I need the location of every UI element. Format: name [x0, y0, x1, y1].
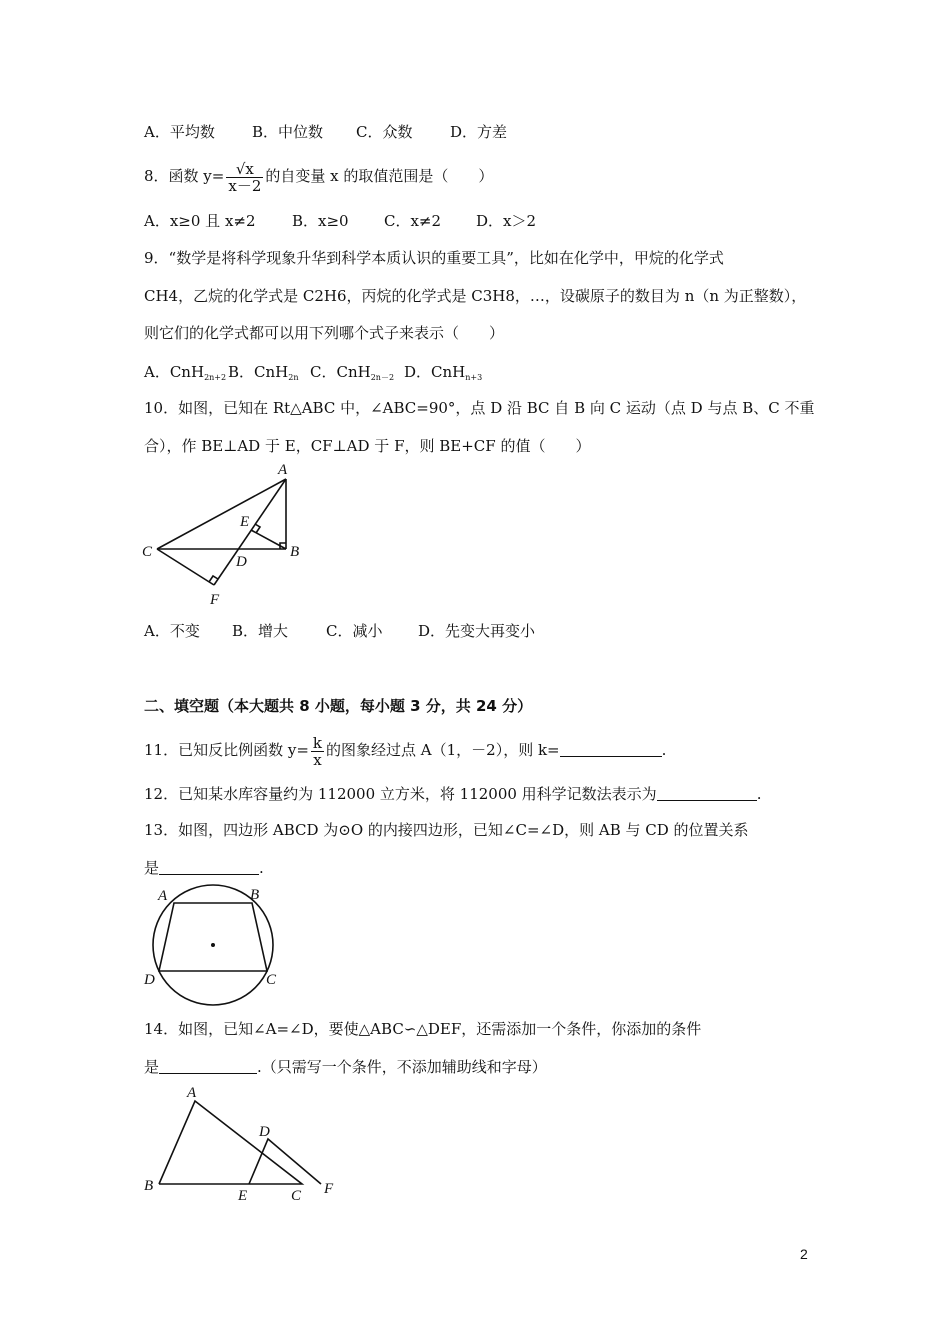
label-e: E	[238, 1188, 248, 1204]
q10-option-a: A．不变	[144, 622, 200, 640]
q10-line-1: 10．如图，已知在 Rt△ABC 中，∠ABC=90°，点 D 沿 BC 自 B 向 C 运动（点 D 与点 B、C 不重	[144, 399, 815, 417]
q11-end: .	[661, 741, 667, 759]
q8-option-d: D．x＞2	[476, 212, 537, 230]
q14-figure	[138, 1080, 348, 1206]
label-f: F	[324, 1181, 334, 1197]
q13-line-2	[144, 858, 264, 878]
triangle-abc	[159, 1101, 302, 1184]
q10-options	[144, 621, 535, 641]
q9-option-a	[144, 362, 228, 388]
q12-stem: 12．已知某水库容量约为 112000 立方米，将 112000 用科学记数法表示为	[144, 785, 657, 803]
label-c: C	[266, 972, 277, 988]
q8-options	[144, 211, 536, 231]
q7-option-d: D．方差	[450, 123, 508, 141]
q9-line-1: 9．“数学是将科学现象升华到科学本质认识的重要工具”，比如在化学中，甲烷的化学式	[144, 249, 724, 267]
label-a: A	[278, 462, 288, 478]
q8-numerator: √x	[226, 161, 263, 178]
q11-numerator: k	[312, 733, 322, 752]
q12-question	[144, 784, 761, 804]
q10-option-b: B．增大	[232, 622, 289, 640]
q12-answer-blank[interactable]	[657, 786, 757, 801]
quadrilateral-abcd	[159, 903, 267, 971]
q10-line-2: 合），作 BE⊥AD 于 E，CF⊥AD 于 F，则 BE+CF 的值（ ）	[144, 437, 591, 455]
q8-question	[144, 156, 493, 196]
q11-denominator: x	[313, 750, 322, 769]
q14-answer-blank[interactable]	[159, 1059, 257, 1074]
section-2-title: 二、填空题（本大题共 8 小题，每小题 3 分，共 24 分）	[144, 697, 533, 715]
q14-line-2-tail: .（只需写一个条件，不添加辅助线和字母）	[257, 1058, 547, 1076]
q13-line-1: 13．如图，四边形 ABCD 为⊙O 的内接四边形，已知∠C=∠D，则 AB 与 CD 的位置关系	[144, 821, 749, 839]
q10-figure	[130, 458, 330, 610]
label-b: B	[250, 887, 260, 903]
label-b: B	[144, 1178, 154, 1194]
q8-option-a: A．x≥0 且 x≠2	[144, 212, 256, 230]
q11-head: 11．已知反比例函数 y=	[144, 741, 309, 759]
q14-line-2-head: 是	[144, 1058, 160, 1076]
q8-option-c: C．x≠2	[384, 212, 442, 230]
q7-option-c: C．众数	[356, 123, 413, 141]
q9-line-2: CH4，乙烷的化学式是 C2H6，丙烷的化学式是 C3H8，…，设碳原子的数目为 n（n 为正整数），	[144, 287, 807, 305]
q14-line-1: 14．如图，已知∠A=∠D，要使△ABC∽△DEF，还需添加一个条件，你添加的条件	[144, 1020, 702, 1038]
q9-option-a-sub: 2n+2	[204, 373, 227, 382]
q13-answer-blank[interactable]	[159, 860, 259, 875]
label-a: A	[158, 888, 168, 904]
q7-option-a: A．平均数	[144, 123, 215, 141]
q10-option-c: C．减小	[326, 622, 383, 640]
q9-option-c-sub: 2n－2	[370, 373, 395, 382]
q11-question	[144, 730, 666, 770]
q9-option-d-sub: n+3	[465, 373, 483, 382]
q7-options	[144, 122, 507, 142]
q8-fraction	[226, 161, 263, 194]
label-a: A	[187, 1085, 197, 1101]
label-e: E	[240, 514, 250, 530]
q8-stem: 的自变量 x 的取值范围是（ ）	[265, 167, 494, 185]
q12-end: .	[756, 785, 762, 803]
q9-options	[144, 362, 482, 388]
label-f: F	[210, 592, 220, 608]
q11-fraction	[311, 735, 324, 768]
line-cf	[157, 549, 214, 585]
label-d: D	[259, 1124, 270, 1140]
q8-denominator: x－2	[228, 176, 262, 195]
line-af	[214, 479, 286, 585]
q9-option-a-label: A．CnH	[144, 363, 205, 381]
triangle-def	[249, 1139, 321, 1184]
label-d: D	[236, 554, 247, 570]
q13-figure	[140, 880, 290, 1016]
q13-line-2-head: 是	[144, 859, 160, 877]
label-c: C	[291, 1188, 302, 1204]
right-angle-e	[255, 524, 260, 533]
q9-option-c	[310, 362, 404, 388]
q9-option-b-label: B．CnH	[228, 363, 289, 381]
page-number: 2	[800, 1246, 808, 1262]
q11-stem: 的图象经过点 A（1，－2），则 k=	[326, 741, 560, 759]
label-c: C	[142, 544, 153, 560]
center-o	[211, 943, 215, 947]
q9-option-c-label: C．CnH	[310, 363, 371, 381]
q8-number: 8．函数 y=	[144, 167, 225, 185]
q9-line-3: 则它们的化学式都可以用下列哪个式子来表示（ ）	[144, 324, 505, 342]
label-b: B	[290, 544, 300, 560]
q10-option-d: D．先变大再变小	[418, 622, 536, 640]
q8-option-b: B．x≥0	[292, 212, 349, 230]
q11-answer-blank[interactable]	[560, 742, 662, 757]
q9-option-d-label: D．CnH	[404, 363, 466, 381]
q14-line-2	[144, 1057, 547, 1077]
q7-option-b: B．中位数	[252, 123, 324, 141]
label-d: D	[144, 972, 155, 988]
q9-option-b-sub: 2n	[288, 373, 299, 382]
q13-end: .	[259, 859, 264, 877]
q9-option-d	[404, 362, 482, 388]
q9-option-b	[228, 362, 310, 388]
